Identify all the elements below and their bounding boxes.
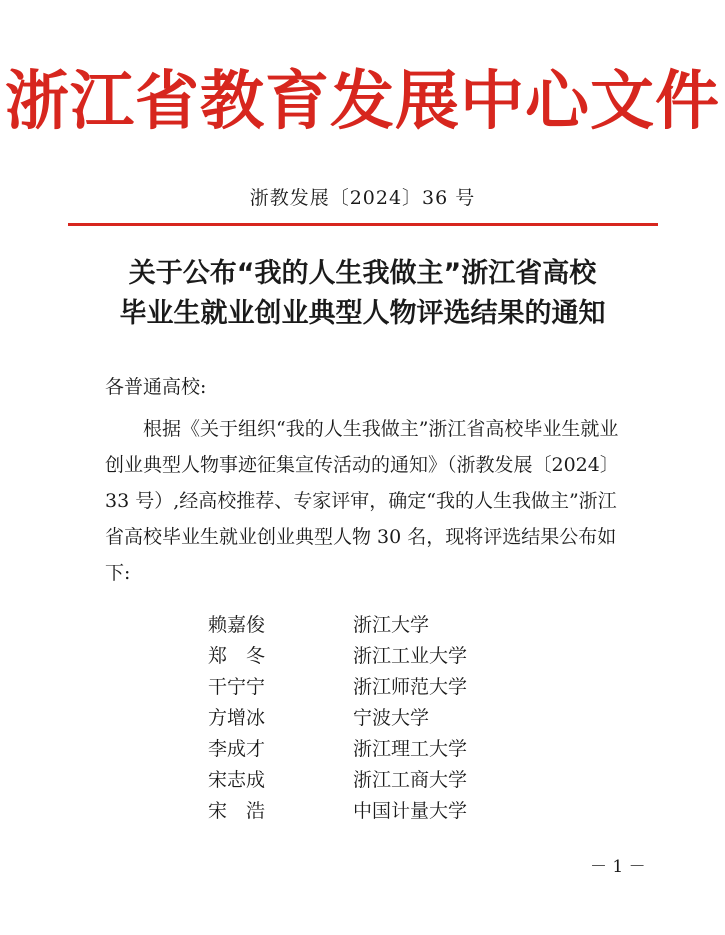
awardee-school: 宁波大学 <box>353 707 430 729</box>
body-line: 创业典型人物事迹征集宣传活动的通知》（浙教发展〔2024〕 <box>105 454 619 476</box>
awardee-school: 浙江师范大学 <box>353 676 468 698</box>
awardee-name: 郑 冬 <box>208 645 266 667</box>
awardee-name: 方增冰 <box>208 707 266 729</box>
awardee-name: 宋志成 <box>208 769 266 791</box>
awardee-row <box>208 767 467 798</box>
awardee-row <box>208 674 467 705</box>
awardee-row <box>208 798 467 829</box>
notice-title-line-2: 毕业生就业创业典型人物评选结果的通知 <box>119 298 606 329</box>
body-line: 根据《关于组织“我的人生我做主”浙江省高校毕业生就业 <box>143 418 619 440</box>
awardee-school: 中国计量大学 <box>353 800 468 822</box>
awardee-school: 浙江工业大学 <box>353 645 468 667</box>
red-divider-rule <box>68 223 658 226</box>
body-line: 33 号）,经高校推荐、专家评审，确定“我的人生我做主”浙江 <box>105 490 617 512</box>
awardee-name: 干宁宁 <box>208 676 266 698</box>
awardee-name: 李成才 <box>208 738 266 760</box>
awardee-school: 浙江工商大学 <box>353 769 468 791</box>
awardee-row <box>208 736 467 767</box>
awardee-school: 浙江大学 <box>353 614 430 636</box>
awardee-name: 宋 浩 <box>208 800 266 822</box>
body-line: 省高校毕业生就业创业典型人物 30 名，现将评选结果公布如 <box>105 526 617 548</box>
body-line: 下: <box>105 562 131 584</box>
notice-title-line-1: 关于公布“我的人生我做主”浙江省高校 <box>128 258 597 289</box>
page-number: － 1 － <box>590 857 646 877</box>
awardee-row <box>208 643 467 674</box>
awardee-row <box>208 612 467 643</box>
awardee-school: 浙江理工大学 <box>353 738 468 760</box>
salutation: 各普通高校: <box>105 376 207 398</box>
notice-title <box>0 254 725 334</box>
awardee-name: 赖嘉俊 <box>208 614 266 636</box>
document-header-title: 浙江省教育发展中心文件 <box>5 65 720 139</box>
awardee-list <box>208 612 467 829</box>
document-number: 浙教发展〔2024〕36 号 <box>249 187 476 209</box>
awardee-row <box>208 705 467 736</box>
body-paragraph <box>105 411 635 591</box>
